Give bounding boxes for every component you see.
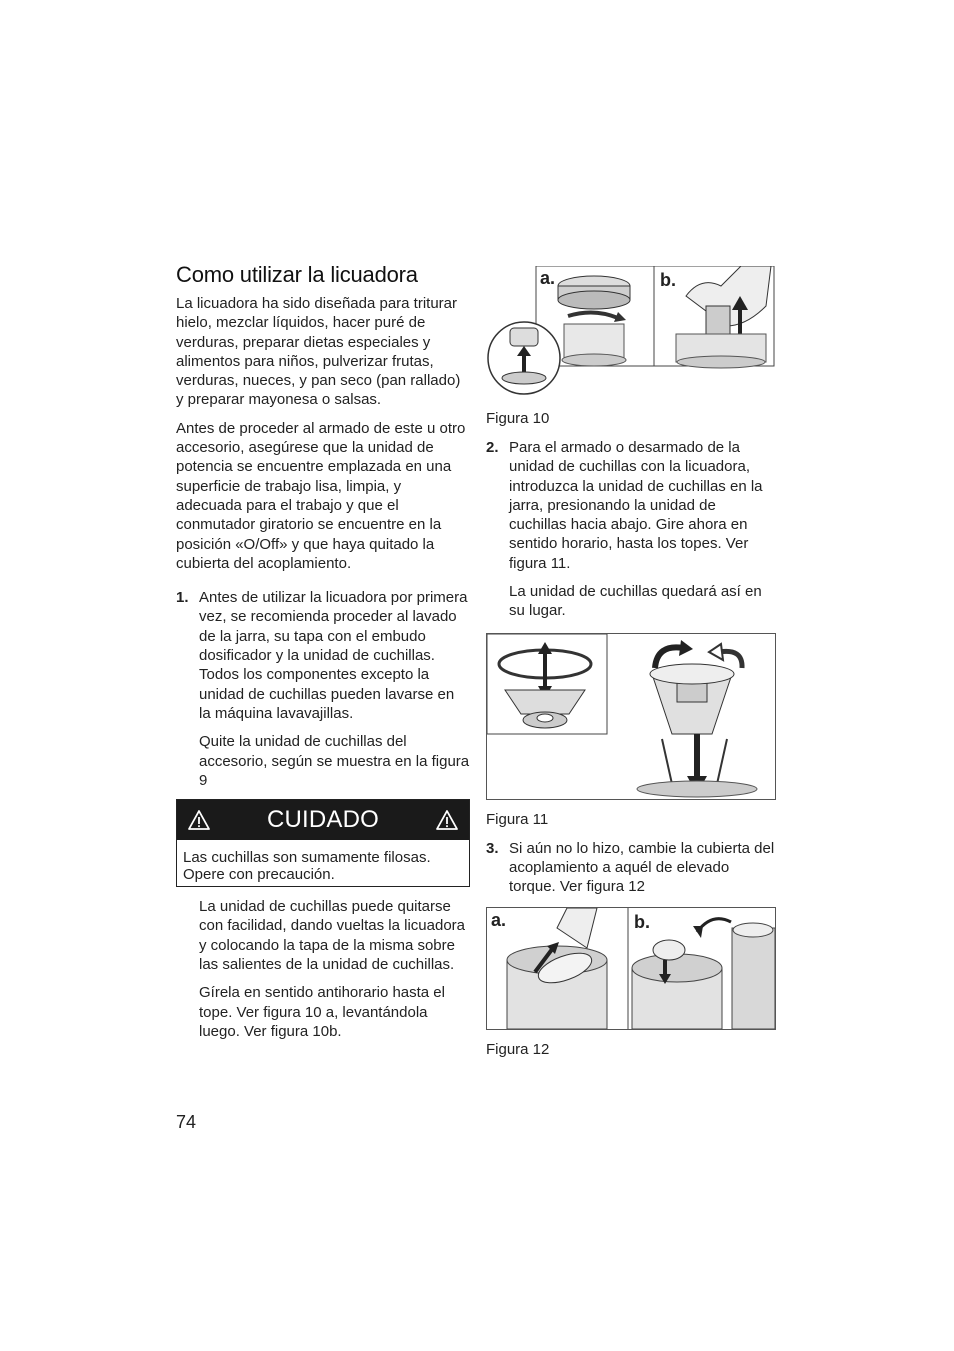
figure-11-caption: Figura 11 <box>486 810 549 828</box>
warning-text: Las cuchillas son sumamente filosas. Opere con precaución. <box>183 849 431 884</box>
right-column <box>486 266 776 1059</box>
figure-12-caption: Figura 12 <box>486 1040 550 1058</box>
figure-11 <box>486 633 776 800</box>
warning-header <box>177 800 469 840</box>
figure-10-caption: Figura 10 <box>486 410 550 427</box>
page-title: Como utilizar la licuadora <box>176 262 418 287</box>
step-1-number: 1. <box>176 589 189 607</box>
figure-12-label-a: a. <box>491 909 507 930</box>
after-warning-paragraph-1: La unidad de cuchillas puede quitarse con facilidad, dando vueltas la licuadora y colocando la tapa de la misma sobre las salientes de la unidad de cuchillas. <box>199 898 466 974</box>
warning-box <box>176 799 470 887</box>
warning-triangle-icon <box>435 809 459 831</box>
step-3 <box>486 839 776 897</box>
step-2-text: Para el armado o desarmado de la unidad de cuchillas con la licuadora, introduzca la unidad de cuchillas en la jarra, presionando la unidad de cuchillas hacia abajo. Gire ahora en sentido horario, hasta los topes. Ver figura 11. <box>509 439 763 572</box>
step-1-sub: Quite la unidad de cuchillas del accesorio, según se muestra en la figura 9 <box>199 733 470 789</box>
step-1-text: Antes de utilizar la licuadora por primera vez, se recomienda proceder al lavado de la jarra, su tapa con el embudo dosificador y la unidad de cuchillas. Todos los componentes excepto la unidad de cuchillas pueden lavarse en la máquina lavavajillas. <box>199 589 468 722</box>
page-number: 74 <box>176 1112 197 1132</box>
intro-paragraph-1: La licuadora ha sido diseñada para triturar hielo, mezclar líquidos, hacer puré de verduras, preparar dietas especiales y alimentos para niños, pulverizar frutas, verduras, nueces, y pan seco (pan rallado) y preparar mayonesa o salsas. <box>176 295 461 409</box>
warning-body <box>177 840 469 886</box>
after-warning-block <box>176 897 470 1041</box>
step-2-sub: La unidad de cuchillas quedará así en su lugar. <box>509 583 762 620</box>
figure-12-label-b: b. <box>634 911 650 932</box>
warning-triangle-icon <box>187 809 211 831</box>
warning-title: CUIDADO <box>266 806 380 834</box>
intro-paragraph-2: Antes de proceder al armado de este u otro accesorio, asegúrese que la unidad de potencia se encuentre emplazada en una superficie de trabajo lisa, limpia, y adecuada para el trabajo y que el conmutador giratorio se encuentre en la posición «O/Off» y que haya quitado la cubierta del acoplamiento. <box>176 419 466 572</box>
step-2 <box>486 438 776 621</box>
step-2-number: 2. <box>486 439 499 456</box>
step-3-number: 3. <box>486 839 499 857</box>
figure-12-illustration <box>487 908 775 1029</box>
step-1 <box>176 588 470 790</box>
figure-10-label-a: a. <box>540 268 556 288</box>
figure-11-illustration <box>487 634 775 799</box>
after-warning-paragraph-2: Gírela en sentido antihorario hasta el tope. Ver figura 10 a, levantándola luego. Ver figura 10b. <box>199 984 445 1040</box>
figure-12 <box>486 907 776 1030</box>
step-3-text: Si aún no lo hizo, cambie la cubierta del acoplamiento a aquél de elevado torque. Ver figura 12 <box>509 839 775 896</box>
figure-10-label-b: b. <box>660 270 676 290</box>
figure-10-illustration <box>486 266 776 401</box>
figure-10 <box>486 266 776 401</box>
left-column <box>176 262 470 1050</box>
